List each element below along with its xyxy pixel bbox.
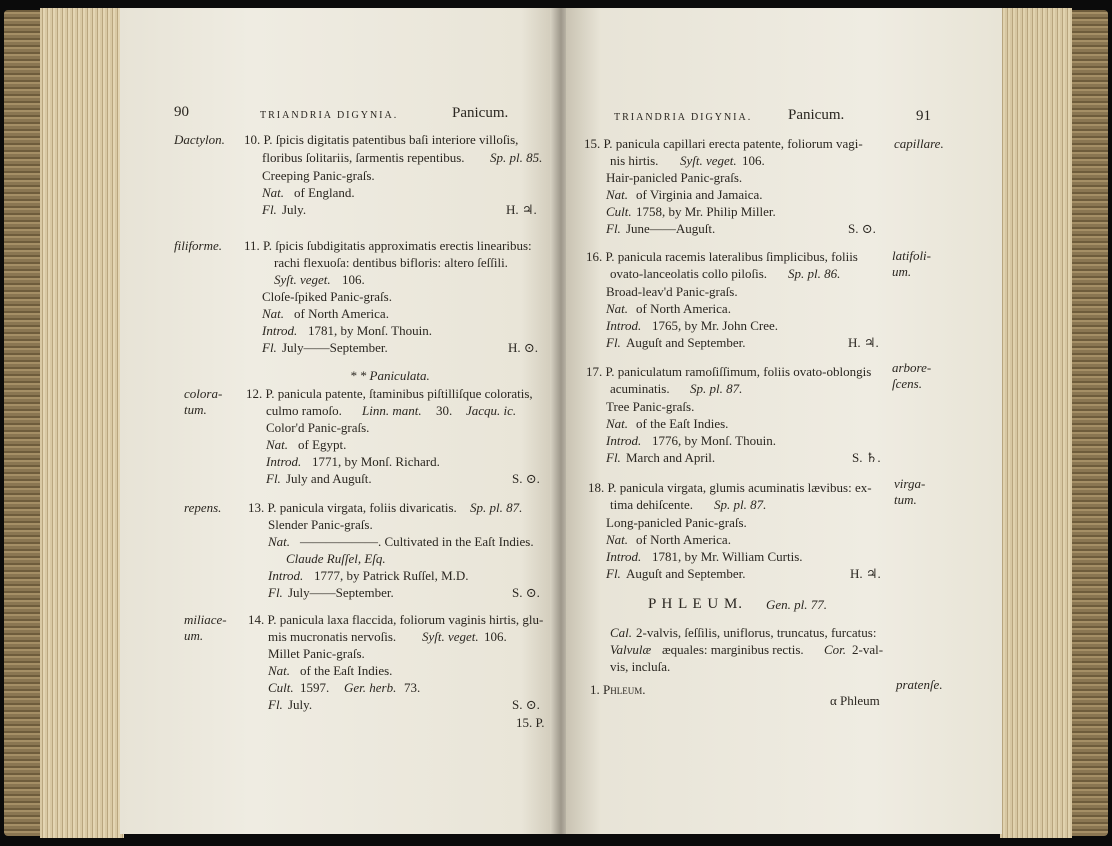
nat-label: Nat. — [268, 534, 291, 549]
cultivation: 1597. — [300, 680, 330, 695]
introd-label: Introd. — [606, 433, 642, 448]
reference-page: 106. — [742, 153, 765, 168]
entry-line: 14. P. panicula laxa flaccida, foliorum vaginis hirtis, glu- — [248, 612, 544, 627]
entry-line: 15. P. panicula capillari erecta patente, foliorum vagi- — [584, 136, 863, 151]
entry-line: nis hirtis. — [610, 153, 659, 168]
entry-line: 16. P. panicula racemis lateralibus ſimplicibus, foliis — [586, 249, 858, 264]
valvulae-label: Valvulæ — [610, 642, 652, 657]
catchword: 15. P. — [516, 715, 545, 730]
nat-label: Nat. — [262, 185, 285, 200]
margin-name: virga- — [894, 476, 926, 491]
reference-page: 106. — [342, 272, 365, 287]
nat-label: Nat. — [606, 416, 629, 431]
cultivation: 1758, by Mr. Philip Miller. — [636, 204, 776, 219]
cal-label: Cal. — [610, 625, 633, 640]
reference: Jacqu. ic. — [466, 403, 517, 418]
habit-symbol: H. ♃. — [850, 566, 881, 581]
introd-label: Introd. — [606, 318, 642, 333]
reference-page: 73. — [404, 680, 421, 695]
page-edges-left — [40, 8, 124, 838]
introd-label: Introd. — [262, 323, 298, 338]
nat-label: Nat. — [606, 532, 629, 547]
flowering: March and April. — [626, 450, 716, 465]
entry-line: acuminatis. — [610, 381, 670, 396]
reference: Syſt. veget. — [274, 272, 331, 287]
habit-symbol: H. ♃. — [848, 335, 879, 350]
introduction: 1781, by Mr. William Curtis. — [652, 549, 803, 564]
right-page — [566, 8, 1002, 834]
cult-label: Cult. — [268, 680, 294, 695]
flowering: July. — [288, 697, 313, 712]
page-number: 91 — [916, 108, 931, 124]
introduction: 1776, by Monſ. Thouin. — [652, 433, 776, 448]
fl-label: Fl. — [268, 697, 283, 712]
habit-symbol: H. ⊙. — [508, 340, 539, 355]
genus-description: vis, incluſa. — [610, 659, 671, 674]
flowering: June——Auguſt. — [626, 221, 716, 236]
entry-line: 12. P. panicula patente, ſtaminibus piſtilliſque coloratis, — [246, 386, 533, 401]
common-name: Color'd Panic-graſs. — [266, 420, 370, 435]
nat-label: Nat. — [266, 437, 289, 452]
entry-line: rachi flexuoſa: dentibus bifloris: altero ſeſſili. — [274, 255, 508, 270]
introduction: 1765, by Mr. John Cree. — [652, 318, 779, 333]
margin-name: capillare. — [894, 136, 944, 151]
fl-label: Fl. — [606, 335, 621, 350]
common-name: Slender Panic-graſs. — [268, 517, 373, 532]
nat-label: Nat. — [268, 663, 291, 678]
genus-head: Panicum. — [788, 107, 845, 123]
common-name: Creeping Panic-graſs. — [262, 168, 375, 183]
fl-label: Fl. — [262, 340, 277, 355]
genus-title: P H L E U M. — [648, 596, 744, 612]
introd-label: Introd. — [266, 454, 302, 469]
margin-name: Dactylon. — [174, 132, 225, 147]
entry-line: floribus ſolitariis, ſarmentis repentibus. — [262, 150, 465, 165]
cor-label: Cor. — [824, 642, 847, 657]
common-name: Millet Panic-graſs. — [268, 646, 365, 661]
entry-line: mis mucronatis nervoſis. — [268, 629, 397, 644]
margin-name: miliace- — [184, 612, 227, 627]
genus-reference: Gen. pl. 77. — [766, 597, 828, 612]
common-name: Hair-panicled Panic-graſs. — [606, 170, 743, 185]
introduction: 1777, by Patrick Ruſſel, M.D. — [314, 568, 469, 583]
genus-description: 2-valvis, ſeſſilis, uniflorus, truncatus, furcatus: — [636, 625, 877, 640]
page-number: 90 — [174, 104, 189, 120]
margin-name: colora- — [184, 386, 223, 401]
fl-label: Fl. — [606, 221, 621, 236]
margin-name: um. — [184, 628, 204, 643]
common-name: Long-panicled Panic-graſs. — [606, 515, 747, 530]
flowering: July. — [282, 202, 307, 217]
margin-name: tum. — [894, 492, 917, 507]
introduction: 1781, by Monſ. Thouin. — [308, 323, 432, 338]
variety: α Phleum — [830, 693, 880, 708]
native-place: of Egypt. — [298, 437, 347, 452]
fl-label: Fl. — [268, 585, 283, 600]
reference-page: 106. — [484, 629, 507, 644]
reference: Sp. pl. 87. — [690, 381, 743, 396]
page-edges-right — [1000, 8, 1072, 838]
common-name: Broad-leav'd Panic-graſs. — [606, 284, 738, 299]
introduction: 1771, by Monſ. Richard. — [312, 454, 440, 469]
native-place: ——————. Cultivated in the Eaſt Indies. — [300, 534, 534, 549]
habit-symbol: H. ♃. — [506, 202, 537, 217]
running-head: TRIANDRIA DIGYNIA. — [260, 110, 399, 121]
reference: Sp. pl. 86. — [788, 266, 841, 281]
fl-label: Fl. — [606, 566, 621, 581]
cult-label: Cult. — [606, 204, 632, 219]
entry-line: 17. P. paniculatum ramoſiſſimum, foliis ovato-oblongis — [586, 364, 872, 379]
margin-name: um. — [892, 264, 912, 279]
book-cover-right — [1068, 10, 1108, 836]
entry-line: 10. P. ſpicis digitatis patentibus baſi interiore villoſis, — [244, 132, 519, 147]
reference: Sp. pl. 87. — [470, 500, 523, 515]
native-place: of North America. — [636, 532, 731, 547]
margin-name: pratenſe. — [896, 677, 943, 692]
habit-symbol: S. ⊙. — [512, 697, 540, 712]
left-page — [120, 8, 556, 834]
margin-name: arbore- — [892, 360, 932, 375]
flowering: July——September. — [282, 340, 388, 355]
native-place: of North America. — [636, 301, 731, 316]
native-place: of the Eaſt Indies. — [636, 416, 729, 431]
fl-label: Fl. — [606, 450, 621, 465]
common-name: Cloſe-ſpiked Panic-graſs. — [262, 289, 392, 304]
flowering: July——September. — [288, 585, 394, 600]
entry-line: 11. P. ſpicis ſubdigitatis approximatis erectis linearibus: — [244, 238, 532, 253]
reference: Linn. mant. — [362, 403, 422, 418]
native-place: of Virginia and Jamaica. — [636, 187, 763, 202]
habit-symbol: S. ⊙. — [512, 471, 540, 486]
nat-label: Nat. — [606, 187, 629, 202]
entry-line: 13. P. panicula virgata, foliis divaricatis. — [248, 500, 457, 515]
native-place: of the Eaſt Indies. — [300, 663, 393, 678]
habit-symbol: S. ⊙. — [848, 221, 876, 236]
entry-line: tima dehiſcente. — [610, 497, 694, 512]
running-head: TRIANDRIA DIGYNIA. — [614, 112, 753, 123]
reference-page: 30. — [436, 403, 453, 418]
flowering: Auguſt and September. — [626, 566, 746, 581]
entry-line: 18. P. panicula virgata, glumis acuminatis lævibus: ex- — [588, 480, 872, 495]
margin-name: ſcens. — [892, 376, 922, 391]
margin-name: tum. — [184, 402, 207, 417]
collector: Claude Ruſſel, Eſq. — [286, 551, 386, 566]
reference: Sp. pl. 85. — [490, 150, 543, 165]
species-head: 1. Phleum. — [590, 682, 646, 697]
genus-description: æquales: marginibus rectis. — [662, 642, 804, 657]
reference: Syſt. veget. — [422, 629, 479, 644]
fl-label: Fl. — [266, 471, 281, 486]
margin-name: filiforme. — [174, 238, 223, 253]
introd-label: Introd. — [606, 549, 642, 564]
native-place: of England. — [294, 185, 355, 200]
reference: Ger. herb. — [344, 680, 397, 695]
margin-name: latifoli- — [892, 248, 931, 263]
genus-head: Panicum. — [452, 105, 509, 121]
native-place: of North America. — [294, 306, 389, 321]
reference: Sp. pl. 87. — [714, 497, 767, 512]
habit-symbol: S. ⊙. — [512, 585, 540, 600]
entry-line: ovato-lanceolatis collo piloſis. — [610, 266, 768, 281]
margin-name: repens. — [184, 500, 222, 515]
nat-label: Nat. — [262, 306, 285, 321]
nat-label: Nat. — [606, 301, 629, 316]
section-head: * * Paniculata. — [350, 368, 430, 383]
flowering: Auguſt and September. — [626, 335, 746, 350]
introd-label: Introd. — [268, 568, 304, 583]
habit-symbol: S. ♄. — [852, 450, 881, 465]
flowering: July and Auguſt. — [286, 471, 372, 486]
fl-label: Fl. — [262, 202, 277, 217]
common-name: Tree Panic-graſs. — [606, 399, 695, 414]
genus-description: 2-val- — [852, 642, 884, 657]
entry-line: culmo ramoſo. — [266, 403, 342, 418]
reference: Syſt. veget. — [680, 153, 737, 168]
